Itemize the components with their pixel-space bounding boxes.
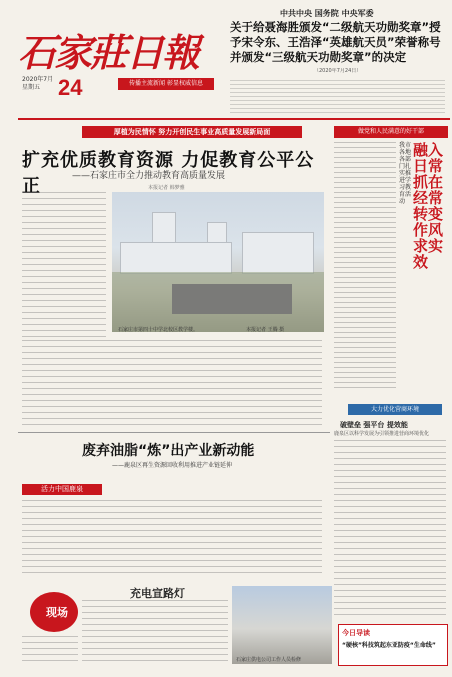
masthead-title: 石家莊日報 — [18, 30, 199, 75]
lead-intro-text — [22, 192, 106, 337]
issue-weekday: 星期五 — [22, 84, 41, 91]
lead-banner: 厚植为民情怀 努力开创民生事业高质量发展新局面 — [82, 126, 302, 138]
section-divider — [18, 432, 330, 433]
issue-date: 2020年7月 — [22, 76, 54, 83]
right-lower-body — [334, 440, 446, 618]
lead-body-text — [22, 340, 322, 426]
masthead-divider — [18, 118, 450, 120]
middle-story-body — [22, 500, 322, 578]
top-story-date: （2020年7月24日） — [314, 68, 362, 74]
top-story-title: 关于给聂海胜颁发“二级航天功勋奖章”授予宋令东、王浩泽“英雄航天员”荣誉称号并颁发“三级航天功勋奖章”的决定 — [230, 20, 441, 64]
right-lower-title: 破壁垒 强平台 提效能 — [340, 421, 408, 429]
right-column-body — [334, 142, 396, 392]
lead-title: 扩充优质教育资源 力促教育公平公正 — [22, 150, 315, 197]
lead-byline: 本报记者 韩梦雅 — [148, 185, 185, 191]
right-column-subhead: 我市各地各部门扎实推进学习教育活动 — [399, 142, 412, 205]
xianchang-label: 现场 — [46, 606, 68, 619]
middle-story-title: 废弃油脂“炼”出产业新动能 — [82, 443, 255, 459]
lead-subtitle: ——石家庄市全力推动教育高质量发展 — [72, 171, 226, 181]
right-lower-tag: 大力优化营商环境 — [348, 404, 442, 415]
issue-day: 24 — [58, 75, 83, 100]
promo-text: “硬核”科技筑起东亚防疫“生命线” — [342, 642, 436, 649]
bottom-story-body — [82, 600, 228, 664]
right-column-headline: 融入日常 抓在经常 转变作风求实效 — [413, 141, 444, 271]
bottom-photo-caption: 石家庄供电公司工作人员检修 — [236, 657, 302, 663]
bottom-photo — [232, 586, 332, 664]
middle-story-subtitle: ——鹿泉区再生资源回收利用推进产业链延伸 — [112, 462, 233, 469]
top-story-body — [230, 80, 445, 116]
bottom-left-body — [22, 636, 78, 664]
promo-label: 今日导读 — [342, 629, 370, 637]
lead-photo-credit: 本报记者 王腾 摄 — [246, 327, 285, 333]
right-column-header: 做党和人民满意的好干部 — [334, 126, 448, 138]
section-tag: 活力中国鹿泉 — [22, 484, 102, 495]
slogan-bar: 传播主流新闻 彰显权威信息 — [118, 78, 214, 90]
top-story-kicker: 中共中央 国务院 中央军委 — [280, 9, 374, 18]
lead-photo — [112, 192, 324, 332]
bottom-story-title: 充电宣路灯 — [130, 587, 185, 600]
lead-photo-caption: 石家庄市第四十中学北校区教学楼。 — [118, 327, 199, 333]
right-lower-subtitle: 鹿泉区以科学发展为引领推进营商环境优化 — [334, 431, 430, 437]
